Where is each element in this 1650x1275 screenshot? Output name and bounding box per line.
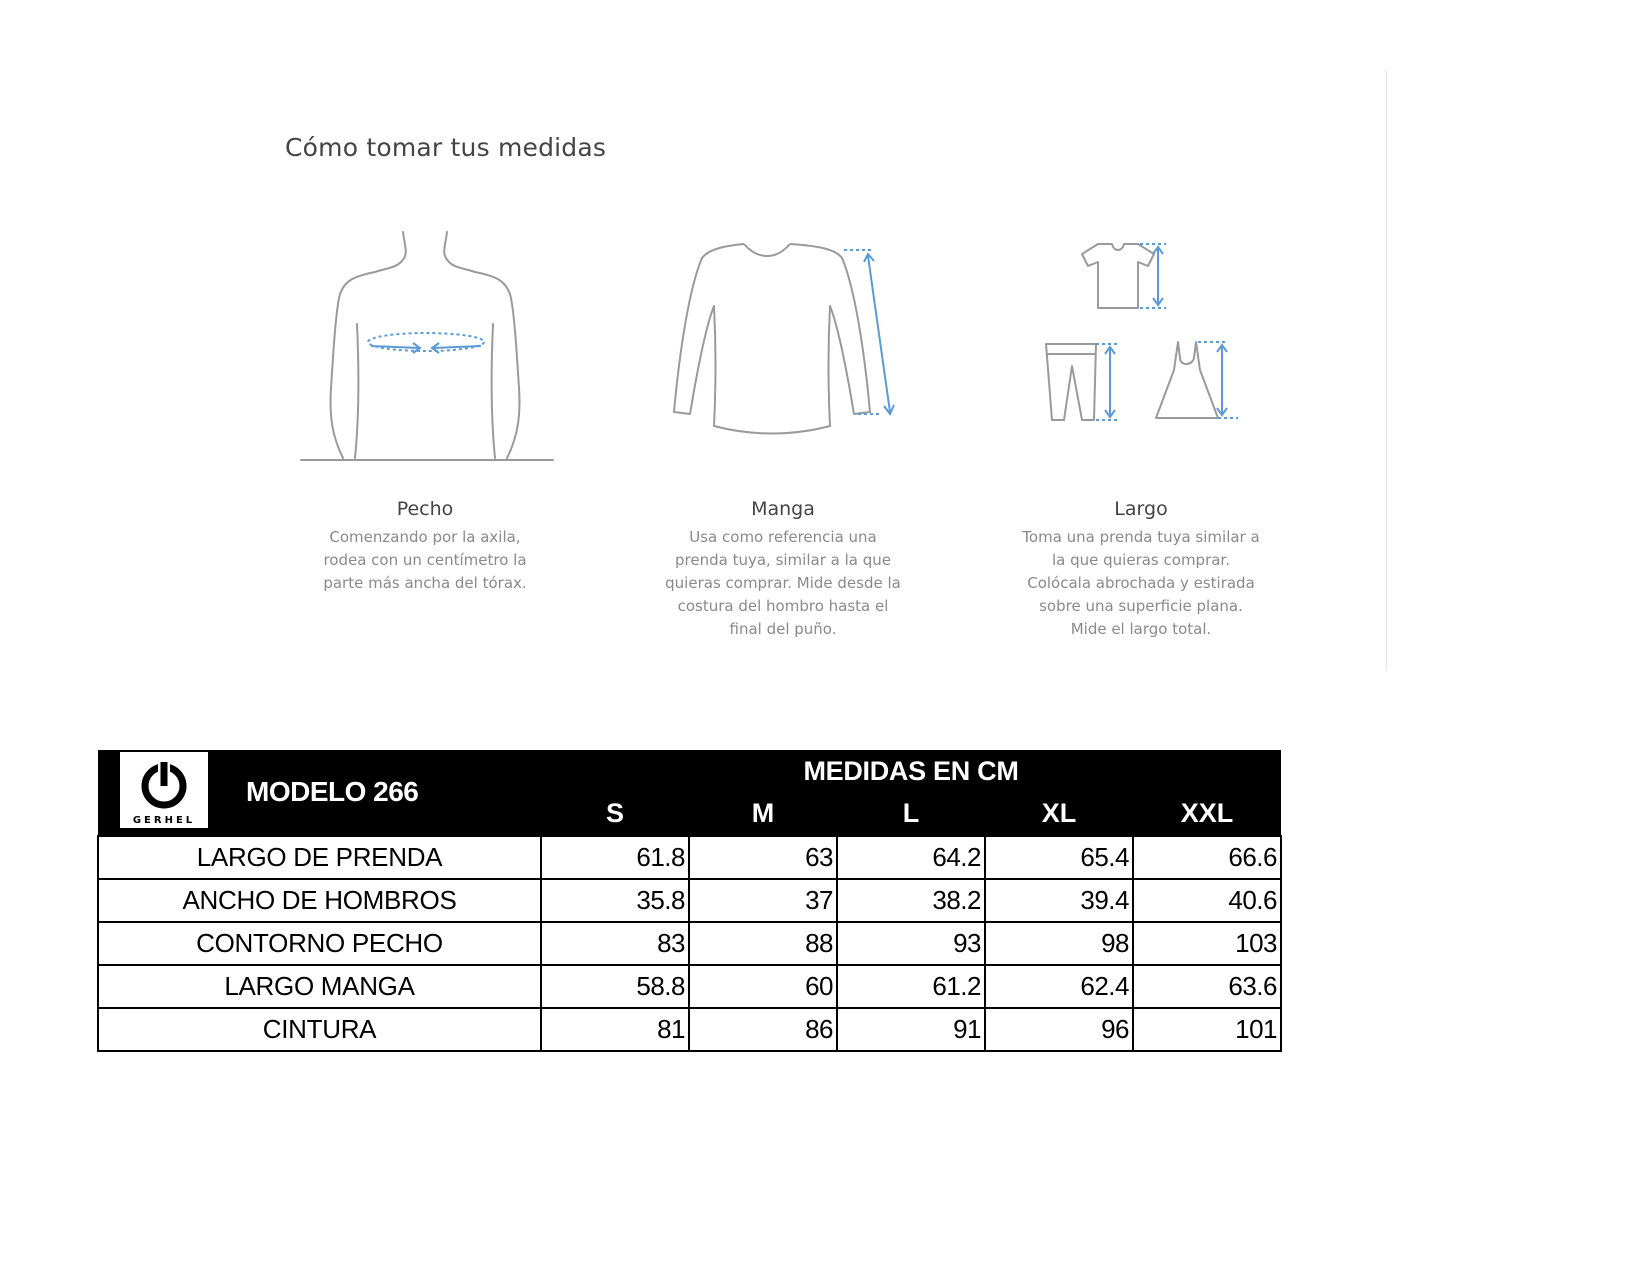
step-heading-pecho: Pecho bbox=[396, 498, 454, 520]
cell-value: 96 bbox=[985, 1008, 1133, 1051]
step-heading-largo: Largo bbox=[1114, 498, 1168, 520]
cell-value: 38.2 bbox=[837, 879, 985, 922]
size-header-m: M bbox=[689, 792, 837, 836]
step-desc-largo: Toma una prenda tuya similar a la que quieras comprar. Colócala abrochada y estirada sobre una superficie plana. Mide el largo total. bbox=[1022, 528, 1260, 638]
cell-value: 61.8 bbox=[541, 836, 689, 879]
cell-value: 88 bbox=[689, 922, 837, 965]
cell-value: 66.6 bbox=[1133, 836, 1281, 879]
cell-value: 81 bbox=[541, 1008, 689, 1051]
cell-value: 35.8 bbox=[541, 879, 689, 922]
cell-value: 83 bbox=[541, 922, 689, 965]
chest-measure-icon bbox=[295, 228, 560, 466]
table-row bbox=[98, 922, 1281, 965]
size-header-l: L bbox=[837, 792, 985, 836]
row-label: CONTORNO PECHO bbox=[98, 922, 541, 965]
table-row bbox=[98, 965, 1281, 1008]
cell-value: 63.6 bbox=[1133, 965, 1281, 1008]
row-label: ANCHO DE HOMBROS bbox=[98, 879, 541, 922]
cell-value: 61.2 bbox=[837, 965, 985, 1008]
step-heading-manga: Manga bbox=[751, 498, 815, 520]
length-measure-icon bbox=[1042, 238, 1242, 430]
cell-value: 65.4 bbox=[985, 836, 1133, 879]
size-header-xl: XL bbox=[985, 792, 1133, 836]
brand-logo bbox=[120, 752, 208, 828]
cell-value: 58.8 bbox=[541, 965, 689, 1008]
cell-value: 64.2 bbox=[837, 836, 985, 879]
size-header-xxl: XXL bbox=[1133, 792, 1281, 836]
row-label: CINTURA bbox=[98, 1008, 541, 1051]
cell-value: 101 bbox=[1133, 1008, 1281, 1051]
cell-value: 93 bbox=[837, 922, 985, 965]
units-header: MEDIDAS EN CM bbox=[541, 750, 1281, 792]
cell-value: 63 bbox=[689, 836, 837, 879]
step-desc-manga: Usa como referencia una prenda tuya, similar a la que quieras comprar. Mide desde la costura del hombro hasta el final del puño. bbox=[665, 528, 901, 638]
step-desc-pecho: Comenzando por la axila, rodea con un centímetro la parte más ancha del tórax. bbox=[323, 528, 527, 592]
sleeve-measure-icon bbox=[672, 236, 904, 442]
cell-value: 39.4 bbox=[985, 879, 1133, 922]
size-header-s: S bbox=[541, 792, 689, 836]
cell-value: 62.4 bbox=[985, 965, 1133, 1008]
guide-title: Cómo tomar tus medidas bbox=[285, 133, 607, 162]
row-label: LARGO DE PRENDA bbox=[98, 836, 541, 879]
table-row bbox=[98, 879, 1281, 922]
table-row bbox=[98, 836, 1281, 879]
power-icon bbox=[120, 756, 208, 816]
cell-value: 40.6 bbox=[1133, 879, 1281, 922]
row-label: LARGO MANGA bbox=[98, 965, 541, 1008]
cell-value: 60 bbox=[689, 965, 837, 1008]
table-row bbox=[98, 1008, 1281, 1051]
cell-value: 103 bbox=[1133, 922, 1281, 965]
cell-value: 98 bbox=[985, 922, 1133, 965]
cell-value: 37 bbox=[689, 879, 837, 922]
cell-value: 86 bbox=[689, 1008, 837, 1051]
divider bbox=[1386, 70, 1387, 670]
cell-value: 91 bbox=[837, 1008, 985, 1051]
size-table bbox=[97, 750, 1282, 1052]
brand-name: GERHEL bbox=[132, 815, 196, 826]
model-header-cell bbox=[98, 750, 541, 836]
model-label: MODELO 266 bbox=[246, 776, 419, 807]
